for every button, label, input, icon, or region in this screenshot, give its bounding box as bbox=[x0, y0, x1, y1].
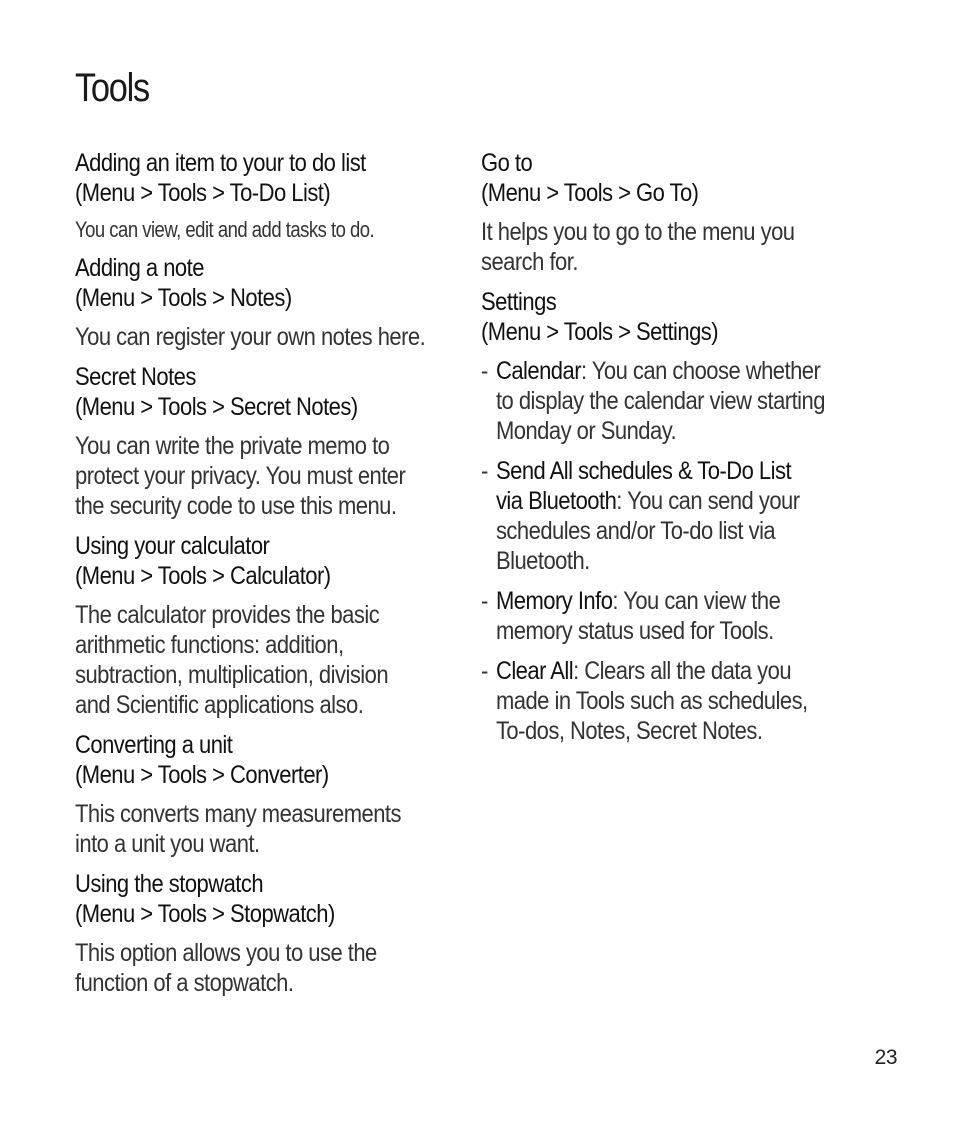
page-number: 23 bbox=[874, 1046, 897, 1069]
section-body bbox=[75, 799, 414, 859]
body-line: You can view, edit and add tasks to do. bbox=[75, 217, 375, 242]
menu-path: (Menu > Tools > To-Do List) bbox=[75, 179, 331, 207]
section-todo-list bbox=[75, 148, 460, 243]
heading-line: Adding a note bbox=[75, 254, 204, 282]
menu-path: (Menu > Tools > Notes) bbox=[75, 284, 292, 312]
section-heading bbox=[481, 148, 824, 208]
item-term: Send All schedules & To-Do List bbox=[495, 457, 792, 485]
body-line: subtraction, multiplication, division bbox=[75, 661, 389, 689]
body-line: and Scientific applications also. bbox=[75, 691, 364, 719]
menu-path: (Menu > Tools > Converter) bbox=[75, 761, 329, 789]
bullet-dash: - bbox=[481, 357, 488, 385]
body-line: You can write the private memo to bbox=[75, 432, 390, 460]
bullet-dash: - bbox=[481, 457, 488, 485]
item-line: made in Tools such as schedules, bbox=[495, 687, 808, 715]
item-line: memory status used for Tools. bbox=[495, 617, 774, 645]
menu-path: (Menu > Tools > Stopwatch) bbox=[75, 900, 335, 928]
item-description: : Clears all the data you bbox=[573, 657, 792, 685]
section-body bbox=[481, 217, 824, 277]
item-term: Memory Info bbox=[495, 587, 613, 615]
section-stopwatch bbox=[75, 869, 460, 998]
heading-line: Adding an item to your to do list bbox=[75, 149, 366, 177]
body-line: This converts many measurements bbox=[75, 800, 401, 828]
body-line: arithmetic functions: addition, bbox=[75, 631, 344, 659]
item-line: to display the calendar view starting bbox=[495, 387, 825, 415]
section-notes bbox=[75, 253, 460, 352]
item-line: Bluetooth. bbox=[495, 547, 590, 575]
section-go-to bbox=[481, 148, 871, 277]
bullet-dash: - bbox=[481, 587, 488, 615]
section-body bbox=[75, 938, 414, 998]
menu-path: (Menu > Tools > Calculator) bbox=[75, 562, 331, 590]
section-converter bbox=[75, 730, 460, 859]
section-heading bbox=[75, 869, 414, 929]
section-body bbox=[75, 217, 398, 243]
settings-item-memory-info bbox=[481, 586, 824, 646]
body-line: function of a stopwatch. bbox=[75, 969, 294, 997]
settings-item-send-all bbox=[481, 456, 824, 576]
section-heading bbox=[75, 531, 414, 591]
bullet-dash: - bbox=[481, 657, 488, 685]
body-line: into a unit you want. bbox=[75, 830, 260, 858]
section-body bbox=[75, 600, 414, 720]
item-description: : You can send your bbox=[616, 487, 800, 515]
heading-line: Secret Notes bbox=[75, 363, 196, 391]
section-heading bbox=[75, 362, 414, 422]
left-column bbox=[75, 148, 460, 1008]
menu-path: (Menu > Tools > Secret Notes) bbox=[75, 393, 358, 421]
section-settings bbox=[481, 287, 871, 746]
menu-path: (Menu > Tools > Settings) bbox=[481, 318, 719, 346]
item-description: : You can view the bbox=[612, 587, 781, 615]
page-title: Tools bbox=[75, 66, 149, 110]
heading-line: Using your calculator bbox=[75, 532, 270, 560]
body-line: the security code to use this menu. bbox=[75, 492, 397, 520]
body-line: protect your privacy. You must enter bbox=[75, 462, 406, 490]
body-line: search for. bbox=[481, 248, 578, 276]
settings-list bbox=[481, 356, 871, 746]
heading-line: Go to bbox=[481, 149, 533, 177]
body-line: The calculator provides the basic bbox=[75, 601, 380, 629]
heading-line: Using the stopwatch bbox=[75, 870, 264, 898]
heading-line: Settings bbox=[481, 288, 557, 316]
section-body bbox=[75, 431, 414, 521]
item-term: via Bluetooth bbox=[495, 487, 617, 515]
body-line: This option allows you to use the bbox=[75, 939, 377, 967]
menu-path: (Menu > Tools > Go To) bbox=[481, 179, 699, 207]
item-term: Clear All bbox=[495, 657, 574, 685]
section-body bbox=[75, 322, 426, 352]
section-heading bbox=[481, 287, 824, 347]
item-line: Monday or Sunday. bbox=[495, 417, 677, 445]
section-heading bbox=[75, 253, 414, 313]
item-description: : You can choose whether bbox=[581, 357, 821, 385]
settings-item-clear-all bbox=[481, 656, 824, 746]
item-line: To-dos, Notes, Secret Notes. bbox=[495, 717, 763, 745]
body-line: You can register your own notes here. bbox=[75, 323, 426, 351]
heading-line: Converting a unit bbox=[75, 731, 233, 759]
section-heading bbox=[75, 148, 414, 208]
item-line: schedules and/or To-do list via bbox=[495, 517, 776, 545]
right-column bbox=[481, 148, 871, 756]
item-term: Calendar bbox=[495, 357, 582, 385]
settings-item-calendar bbox=[481, 356, 824, 446]
body-line: It helps you to go to the menu you bbox=[481, 218, 795, 246]
section-secret-notes bbox=[75, 362, 460, 521]
section-calculator bbox=[75, 531, 460, 720]
section-heading bbox=[75, 730, 414, 790]
